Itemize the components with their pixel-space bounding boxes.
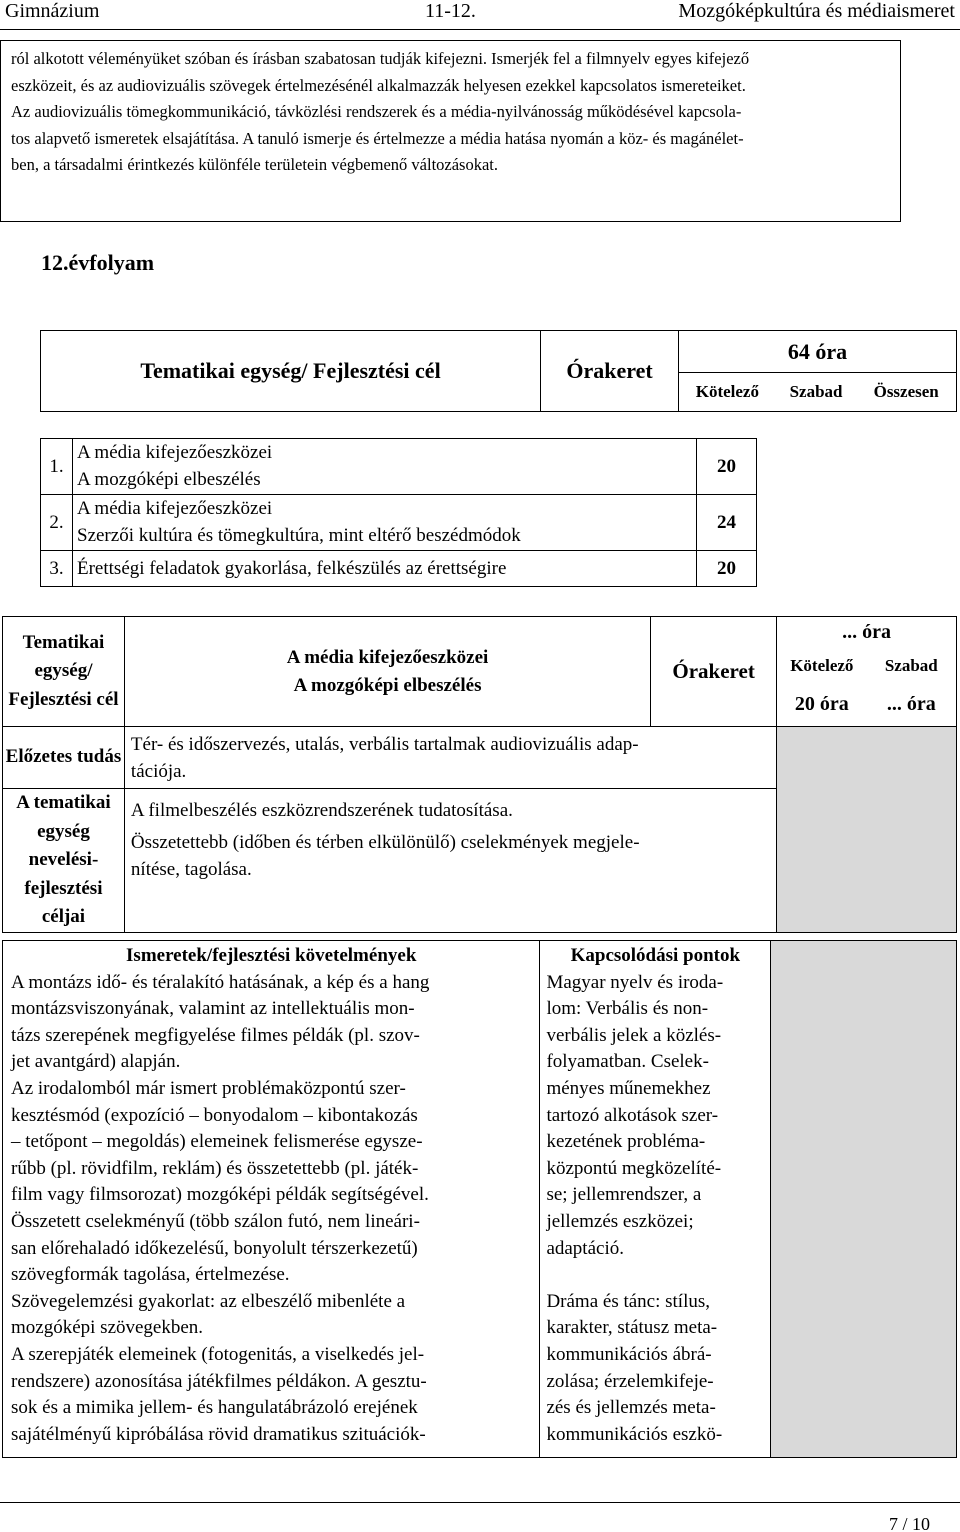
unit-hours: 20 xyxy=(697,551,757,587)
col-free: Szabad xyxy=(776,373,857,412)
goals-text xyxy=(124,789,776,933)
conn-line: karakter, státusz meta- xyxy=(546,1317,718,1339)
req-line: Szövegelemzési gyakorlat: az elbeszélő mibenléte a xyxy=(11,1290,406,1312)
connections-header: Kapcsolódási pontok xyxy=(570,945,741,966)
unit-number: 2. xyxy=(41,495,73,551)
content-table xyxy=(2,940,957,1458)
unit-line: A mozgóképi elbeszélés xyxy=(73,467,697,495)
col-mandatory: Kötelező xyxy=(679,373,776,412)
req-line: Összetett cselekményű (több szálon futó, nem lineári- xyxy=(11,1210,420,1232)
conn-line: központú megközelíté- xyxy=(546,1157,722,1179)
req-line: kesztésmód (expozíció – bonyodalom – kibontakozás xyxy=(11,1104,418,1126)
page-header xyxy=(0,0,960,30)
intro-line: ról alkotott véleményüket szóban és írásban szabatosan tudják kifejezni. Ismerjék fel a filmnyelv egyes kifejező xyxy=(11,49,750,68)
prior-line: tációja. xyxy=(130,760,187,782)
goals-line: Összetettebb (időben és térben elkülönülő) cselekmények megjele- xyxy=(130,832,640,853)
goals-line: nítése, tagolása. xyxy=(130,859,252,880)
intro-text-box xyxy=(0,40,901,222)
topic-hours-values xyxy=(777,685,956,723)
label-prior-knowledge: Előzetes tudás xyxy=(3,727,125,789)
req-line: Az irodalomból már ismert problémaközpontú szer- xyxy=(11,1077,406,1099)
req-line: rűbb (pl. rövidfilm, reklám) és összetettebb (pl. játék- xyxy=(11,1157,419,1179)
conn-spacer xyxy=(546,1262,764,1289)
grade-title: 12.évfolyam xyxy=(41,250,155,275)
req-line: san előrehaladó időkezelésű, bonyolult térszerkezetű) xyxy=(11,1237,418,1259)
req-line: szövegformák tagolása, értelmezése. xyxy=(11,1264,290,1286)
prior-line: Tér- és időszervezés, utalás, verbális tartalmak audiovizuális adap- xyxy=(130,733,639,755)
conn-line: zolása; érzelemkifeje- xyxy=(546,1370,714,1392)
intro-line: ben, a társadalmi érintkezés különféle területein végbemenő változásokat. xyxy=(11,155,499,175)
requirements-header: Ismeretek/fejlesztési követelmények xyxy=(126,945,417,966)
topic-title-line1: A média kifejezőeszközei xyxy=(286,646,489,668)
unit-line: A média kifejezőeszközei xyxy=(73,495,697,523)
label-topic: Tematikai egység/ Fejlesztési cél xyxy=(3,617,125,727)
unit-hours: 20 xyxy=(697,439,757,495)
conn-line: Magyar nyelv és iroda- xyxy=(546,971,724,993)
conn-line: kezetének probléma- xyxy=(546,1131,706,1153)
conn-line: ményes műnemekhez xyxy=(546,1077,711,1099)
requirements-column xyxy=(3,941,540,1458)
unit-number: 1. xyxy=(41,439,73,495)
intro-line: Az audiovizuális tömegkommunikáció, távközlési rendszerek és a média-nyilvánosság működésével kapcsola- xyxy=(11,102,742,122)
req-line: A montázs idő- és téralakító hatásának, a kép és a hang xyxy=(11,971,430,993)
conn-line: lom: Verbális és non- xyxy=(546,998,709,1020)
req-line: sok és a mimika jellem- és hangulatábrázoló erejének xyxy=(11,1397,418,1419)
free-label: Szabad xyxy=(884,656,938,675)
conn-line: verbális jelek a közlés- xyxy=(546,1024,722,1046)
prior-knowledge-text xyxy=(124,727,776,789)
topic-hours-label: Órakeret xyxy=(651,617,777,727)
header-school: Gimnázium xyxy=(5,0,100,22)
header-grades: 11-12. xyxy=(425,0,476,22)
conn-line: folyamatban. Cselek- xyxy=(546,1051,709,1073)
footer-divider xyxy=(0,1502,960,1503)
conn-line: zés és jellemzés meta- xyxy=(546,1397,716,1419)
topic-hours-total: ... óra xyxy=(842,621,891,643)
unit-number: 3. xyxy=(41,551,73,587)
conn-line: se; jellemrendszer, a xyxy=(546,1184,702,1206)
req-line: tázs szerepének megfigyelése filmes példák (pl. szov- xyxy=(11,1024,420,1046)
free-hours: ... óra xyxy=(886,693,936,715)
conn-line: kommunikációs eszkö- xyxy=(546,1423,723,1445)
connections-column xyxy=(540,941,771,1458)
topic-title-line2: A mozgóképi elbeszélés xyxy=(293,674,482,696)
label-goals: A tematikai egység nevelési-fejlesztési céljai xyxy=(3,789,125,933)
req-line: mozgóképi szövegekben. xyxy=(11,1317,204,1339)
req-line: montázsviszonyának, valamint az intellektuális mon- xyxy=(11,998,415,1020)
unit-line: A média kifejezőeszközei xyxy=(73,439,697,467)
conn-line: Dráma és tánc: stílus, xyxy=(546,1290,711,1312)
topic-hours-box xyxy=(777,617,957,727)
topic-header: Tematikai egység/ Fejlesztési cél xyxy=(41,331,541,412)
header-subject: Mozgóképkultúra és médiaismeret xyxy=(678,0,955,22)
units-table xyxy=(40,438,757,587)
page-number: 7 / 10 xyxy=(888,1514,930,1532)
req-line: film vagy filmsorozat) mozgóképi példák segítségével. xyxy=(11,1184,429,1206)
req-line: – tetőpont – megoldás) elemeinek felismerése egysze- xyxy=(11,1131,423,1153)
shaded-cell xyxy=(771,941,957,1458)
topic-title xyxy=(124,617,650,727)
total-hours: 64 óra xyxy=(679,331,957,373)
topic-hours-split xyxy=(777,647,956,685)
intro-line: eszközeit, és az audiovizuális szövegek értelmezésénél alkalmazzák helyesen ezekkel kapcsolatos ismereteiket. xyxy=(11,75,746,95)
conn-line: adaptáció. xyxy=(546,1237,624,1259)
col-total: Összesen xyxy=(856,373,956,412)
conn-line: tartozó alkotások szer- xyxy=(546,1104,719,1126)
hours-header: Órakeret xyxy=(541,331,679,412)
req-line: jet avantgárd) alapján. xyxy=(11,1051,181,1073)
req-line: sajátélményű kipróbálása rövid dramatikus szituációk- xyxy=(11,1423,426,1445)
unit-line: Szerzői kultúra és tömegkultúra, mint eltérő beszédmódok xyxy=(73,523,697,551)
req-line: rendszere) azonosítása játékfilmes példákon. A gesztu- xyxy=(11,1370,427,1392)
mandatory-hours: 20 óra xyxy=(794,693,849,715)
conn-line: jellemzés eszközei; xyxy=(546,1210,694,1232)
topic-table xyxy=(2,616,957,933)
intro-line: tos alapvető ismeretek elsajátítása. A tanuló ismerje és értelmezze a média hatása nyomán a köz- és magánélet- xyxy=(11,128,744,148)
req-line: A szerepjáték elemeinek (fotogenitás, a viselkedés jel- xyxy=(11,1343,425,1365)
summary-table xyxy=(40,330,957,412)
goals-line: A filmelbeszélés eszközrendszerének tudatosítása. xyxy=(130,800,513,821)
unit-line: Érettségi feladatok gyakorlása, felkészülés az érettségire xyxy=(73,551,697,587)
unit-hours: 24 xyxy=(697,495,757,551)
conn-line: kommunikációs ábrá- xyxy=(546,1343,712,1365)
mandatory-label: Kötelező xyxy=(790,656,854,675)
shaded-cell xyxy=(777,727,957,933)
